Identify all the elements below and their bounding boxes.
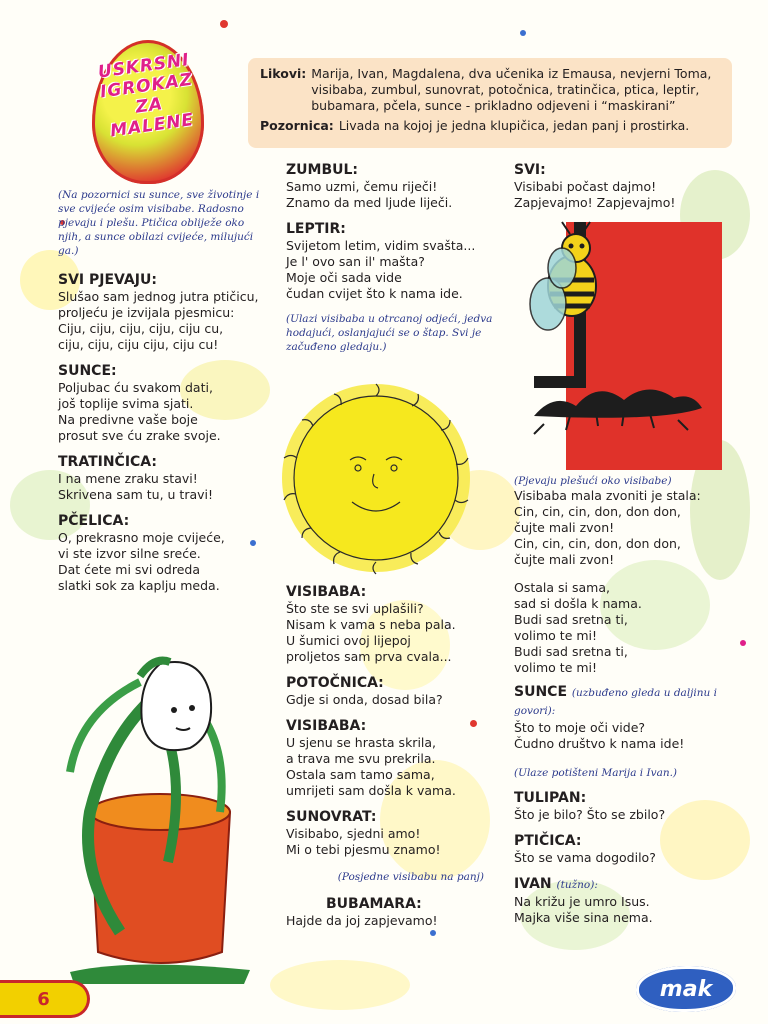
- text-line: ciju, ciju, ciju ciju, ciju cu!: [58, 337, 219, 352]
- text-line: Ciju, ciju, ciju, ciju, ciju cu,: [58, 321, 224, 336]
- text-line: U sjenu se hrasta skrila,: [286, 735, 437, 750]
- text-line: još toplije svima sjati.: [58, 396, 194, 411]
- pozornica-label: Pozornica:: [260, 118, 334, 133]
- page-title: USKRSNI IGROKAZ ZA MALENE: [96, 49, 196, 142]
- stage-direction: (tužno):: [556, 879, 598, 891]
- speaker-name: SUNOVRAT:: [286, 809, 377, 825]
- speaker-name: ZUMBUL:: [286, 162, 359, 178]
- text-line: prosut sve ću zrake svoje.: [58, 428, 221, 443]
- text-line: Hajde da joj zapjevamo!: [286, 913, 438, 928]
- text-line: Visibabi počast dajmo!: [514, 179, 657, 194]
- column-left: [58, 188, 268, 594]
- speaker-name: BUBAMARA:: [326, 896, 422, 912]
- text-line: proljeću je izvijala pjesmicu:: [58, 305, 235, 320]
- speaker-lines: [58, 471, 268, 503]
- text-line: Gdje si onda, dosad bila?: [286, 692, 443, 707]
- text-line: Na križu je umro Isus.: [514, 894, 650, 909]
- page-number: 6: [0, 980, 90, 1018]
- text-line: Čudno društvo k nama ide!: [514, 736, 685, 751]
- text-line: U šumici ovoj lijepoj: [286, 633, 411, 648]
- speaker-name: PČELICA:: [58, 513, 130, 529]
- text-line: Poljubac ću svakom dati,: [58, 380, 213, 395]
- column-right-lower: [514, 474, 728, 926]
- text-line: Ostala si sama,: [514, 580, 610, 595]
- text-line: čujte mali zvon!: [514, 520, 615, 535]
- text-line: Nisam k vama s neba pala.: [286, 617, 456, 632]
- stage-direction: (Na pozornici su sunce, sve životinje i sve cvijeće osim visibabe. Radosno pjevaju i plešu. Ptičica obliježe oko njih, a sunce obilazi cvijeće, milujući ga.): [58, 189, 260, 257]
- text-line: Što ste se svi uplašili?: [286, 601, 424, 616]
- text-line: Što je bilo? Što se zbilo?: [514, 807, 666, 822]
- text-line: Je l' ovo san il' mašta?: [286, 254, 425, 269]
- magazine-logo: mak: [636, 966, 736, 1012]
- speaker-lines: [58, 530, 268, 594]
- column-right-top: [514, 152, 728, 211]
- speaker-name: [514, 876, 728, 894]
- text-line: Cin, cin, cin, don, don don,: [514, 536, 681, 551]
- text-line: proljetos sam prva cvala...: [286, 649, 452, 664]
- likovi-text: Marija, Ivan, Magdalena, dva učenika iz Emausa, nevjerni Toma, visibaba, zumbul, sunovrat, potočnica, tratinčica, ptica, leptir, bubamara, pčela, sunce - prikladno odjeveni i “maskirani”: [311, 66, 712, 113]
- speaker-name: SVI PJEVAJU:: [58, 272, 157, 288]
- speaker-name: [514, 684, 728, 720]
- text-line: Cin, cin, cin, don, don don,: [514, 504, 681, 519]
- speaker-name: VISIBABA:: [286, 718, 367, 734]
- pozornica-text: Livada na kojoj je jedna klupičica, jedan panj i prostirka.: [338, 118, 690, 133]
- speaker-lines: [58, 380, 268, 444]
- stage-direction: (Posjedne visibabu na panj): [337, 871, 484, 883]
- text-line: Znamo da med ljude liječi.: [286, 195, 453, 210]
- text-line: Što se vama dogodilo?: [514, 850, 656, 865]
- text-line: Budi sad sretna ti,: [514, 644, 628, 659]
- speaker-name: TRATINČICA:: [58, 454, 158, 470]
- column-middle: [286, 152, 500, 354]
- speaker-name: PTIČICA:: [514, 833, 582, 849]
- likovi-label: Likovi:: [260, 66, 307, 81]
- text-line: a trava me svu prekrila.: [286, 751, 436, 766]
- text-line: Na predivne vaše boje: [58, 412, 198, 427]
- text-line: Budi sad sretna ti,: [514, 612, 628, 627]
- text-line: Skrivena sam tu, u travi!: [58, 487, 213, 502]
- snowdrop-stump-illustration: [40, 652, 290, 984]
- text-line: Moje oči sada vide: [286, 270, 402, 285]
- stage-direction: (uzbuđeno gleda u daljinu i govori):: [514, 687, 718, 717]
- speaker-name: POTOČNICA:: [286, 675, 384, 691]
- column-middle-lower: [286, 574, 500, 929]
- text-line: O, prekrasno moje cvijeće,: [58, 530, 225, 545]
- text-line: Mi o tebi pjesmu znamo!: [286, 842, 441, 857]
- text-line: sad si došla k nama.: [514, 596, 642, 611]
- text-line: vi ste izvor silne sreće.: [58, 546, 201, 561]
- sun-illustration: [268, 380, 484, 576]
- speaker-name: SVI:: [514, 162, 546, 178]
- text-line: Dat ćete mi svi odreda: [58, 562, 200, 577]
- text-line: čudan cvijet što k nama ide.: [286, 286, 463, 301]
- speaker-name-text: SUNCE: [514, 684, 568, 700]
- text-line: volimo te mi!: [514, 628, 598, 643]
- text-line: umrijeti sam došla k vama.: [286, 783, 456, 798]
- text-line: I na mene zraku stavi!: [58, 471, 198, 486]
- text-line: slatki sok za kaplju meda.: [58, 578, 220, 593]
- speaker-name: LEPTIR:: [286, 221, 346, 237]
- text-line: Majka više sina nema.: [514, 910, 653, 925]
- stage-direction: (Pjevaju plešući oko visibabe): [514, 475, 672, 487]
- speaker-name: VISIBABA:: [286, 584, 367, 600]
- stage-direction: (Ulazi visibaba u otrcanoj odjeći, jedva hodajući, oslanjajući se o štap. Svi je začuđeno gledaju.): [286, 313, 493, 353]
- text-line: Visibaba mala zvoniti je stala:: [514, 488, 701, 503]
- text-line: volimo te mi!: [514, 660, 598, 675]
- text-line: Svijetom letim, vidim svašta...: [286, 238, 476, 253]
- bee-door-illustration: [514, 216, 728, 472]
- stage-direction: (Ulaze potišteni Marija i Ivan.): [514, 767, 678, 779]
- speaker-lines: [58, 289, 268, 353]
- text-line: Ostala sam tamo sama,: [286, 767, 435, 782]
- text-line: Samo uzmi, čemu riječi!: [286, 179, 438, 194]
- speaker-name: SUNCE:: [58, 363, 117, 379]
- text-line: Što to moje oči vide?: [514, 720, 646, 735]
- speaker-name-text: IVAN: [514, 876, 552, 892]
- cast-box: [248, 58, 732, 148]
- text-line: Visibabo, sjedni amo!: [286, 826, 421, 841]
- text-line: Slušao sam jednog jutra ptičicu,: [58, 289, 259, 304]
- text-line: Zapjevajmo! Zapjevajmo!: [514, 195, 676, 210]
- text-line: čujte mali zvon!: [514, 552, 615, 567]
- speaker-name: TULIPAN:: [514, 790, 587, 806]
